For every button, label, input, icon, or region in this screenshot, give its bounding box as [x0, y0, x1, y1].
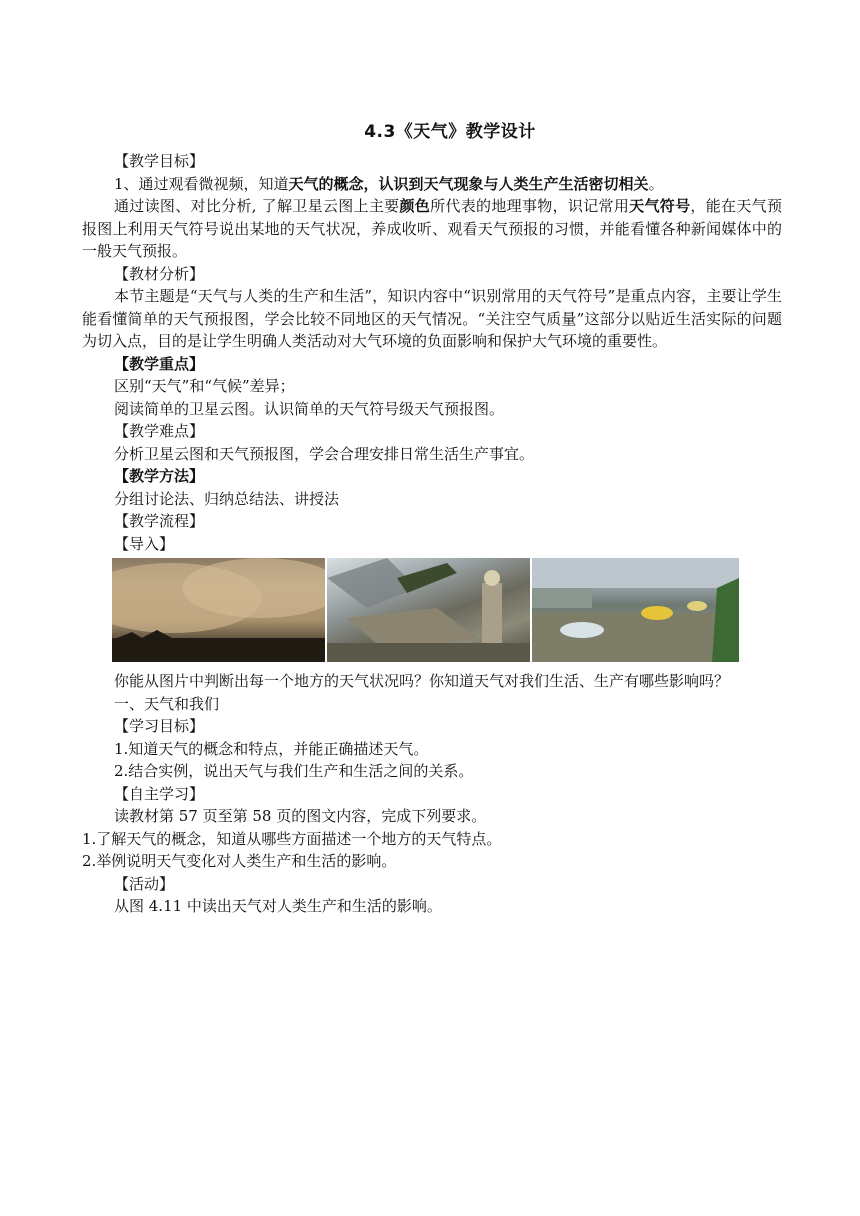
storm-damage-photo — [327, 558, 530, 662]
activity-heading: 【活动】 — [114, 874, 175, 893]
obj2-text-a: 通过读图、对比分析, 了解卫星云图上主要 — [114, 197, 400, 215]
key-point-1: 区别“天气”和“气候”差异； — [114, 377, 295, 395]
obj2-text-c: 所代表的地理事物，识记常用 — [430, 197, 630, 215]
method-heading: 【教学方法】 — [114, 467, 205, 485]
difficulty-heading: 【教学难点】 — [114, 422, 205, 440]
intro-photo-strip — [112, 558, 742, 664]
objective-heading: 【教学目标】 — [114, 152, 205, 170]
learning-goal-2: 2.结合实例，说出天气与我们生产和生活之间的关系。 — [114, 762, 474, 780]
self-study-3: 2.举例说明天气变化对人类生产和生活的影响。 — [82, 852, 397, 870]
objective-1 — [82, 173, 782, 196]
method-1: 分组讨论法、归纳总结法、讲授法 — [114, 489, 340, 508]
learning-goal-heading: 【学习目标】 — [114, 717, 205, 735]
analysis-text: 本节主题是“天气与人类的生产和生活”，知识内容中“识别常用的天气符号”是重点内容，主要让学生能看懂简单的天气预报图，学会比较不同地区的天气情况。“关注空气质量”这部分以贴近生活实际的问题为切入点，目的是让学生明确人类活动对大气环境的负面影响和保护大气环境的重要性。 — [82, 287, 782, 350]
objective-2 — [82, 195, 782, 263]
learning-goal-1: 1.知道天气的概念和特点，并能正确描述天气。 — [114, 739, 429, 758]
document-body — [82, 150, 782, 918]
obj1-bold-text: 天气的概念，认识到天气现象与人类生产生活密切相关 — [288, 174, 649, 193]
key-points-heading: 【教学重点】 — [114, 354, 205, 373]
sandstorm-photo — [112, 558, 325, 662]
part-1-heading: 一、天气和我们 — [114, 694, 220, 713]
flow-heading: 【教学流程】 — [114, 512, 205, 530]
key-point-2: 阅读简单的卫星云图。认识简单的天气符号级天气预报图。 — [114, 399, 505, 418]
activity-1: 从图 4.11 中读出天气对人类生产和生活的影响。 — [114, 897, 442, 915]
difficulty-1: 分析卫星云图和天气预报图，学会合理安排日常生活生产事宜。 — [114, 444, 535, 463]
self-study-1: 读教材第 57 页至第 58 页的图文内容，完成下列要求。 — [114, 807, 487, 825]
self-study-heading: 【自主学习】 — [114, 784, 205, 803]
intro-question: 你能从图片中判断出每一个地方的天气状况吗？你知道天气对我们生活、生产有哪些影响吗？ — [114, 672, 730, 690]
intro-heading: 【导入】 — [114, 534, 175, 553]
obj1-text: 1、通过观看微视频，知道 — [114, 174, 289, 193]
obj2-bold-color: 颜色 — [399, 197, 431, 215]
analysis-heading: 【教材分析】 — [114, 264, 205, 283]
obj1-end: 。 — [648, 174, 664, 193]
flooded-street-photo — [532, 558, 739, 662]
obj2-bold-symbol: 天气符号 — [629, 197, 691, 215]
document-title: 4.3《天气》教学设计 — [364, 122, 536, 142]
obj2-text-e: ，能在天气预报图上利用天气符号说出某地的天气状况，养成收听、观看天气预报的习惯，并能看懂各种新闻媒体中的一般天气预报。 — [82, 197, 782, 260]
self-study-2: 1.了解天气的概念，知道从哪些方面描述一个地方的天气特点。 — [82, 829, 502, 848]
